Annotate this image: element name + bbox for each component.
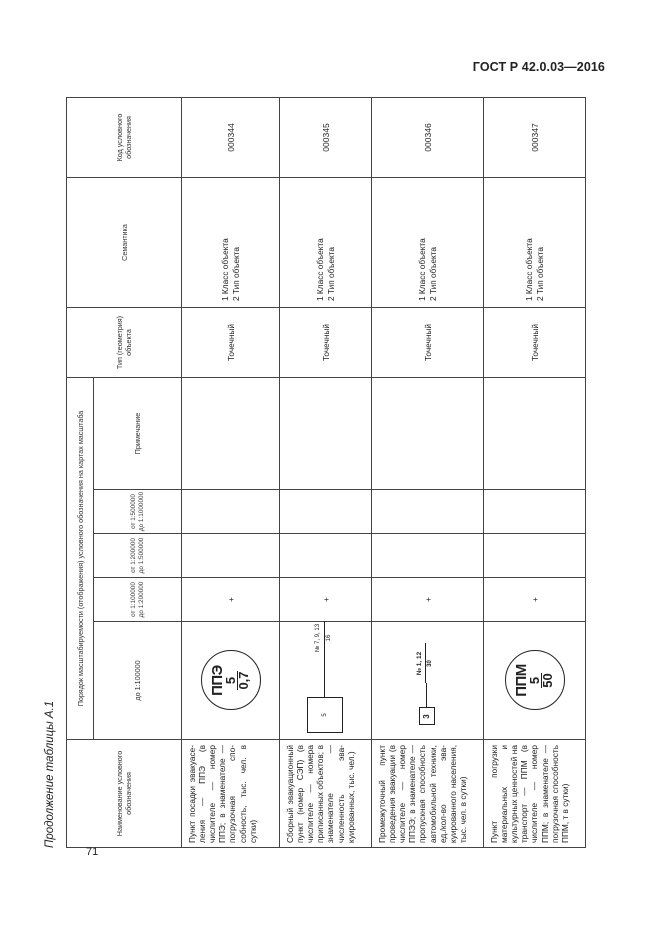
- symbol-cell: [372, 622, 484, 740]
- col-code-header: Код условного обозначения: [67, 98, 182, 178]
- col-geom-header: Тип (геометрия) объекта: [67, 308, 182, 378]
- code-cell: 000346: [372, 98, 484, 178]
- ppee-symbol-icon: 3 № 1, 12 30: [408, 626, 448, 736]
- scale2-mark: +: [182, 578, 280, 622]
- row-name: Сборный эвакуационный пункт (номер СЭП) (в числителе — номера приписанных объектов; в знаменателе — численность эвакуированных, тыс. чел.): [280, 740, 372, 848]
- sem-cell: 1 Класс объекта 2 Тип объекта: [182, 178, 280, 308]
- code-cell: 000344: [182, 98, 280, 178]
- rotated-table-block: [44, 98, 574, 848]
- scale4-cell: [182, 490, 280, 534]
- col-name-header: Наименование условного обозначения: [67, 740, 182, 848]
- col-scale2-header: от 1:100000 до 1:200000: [94, 578, 182, 622]
- page-number: 71: [86, 846, 99, 858]
- standard-header: ГОСТ Р 42.0.03—2016: [472, 60, 605, 74]
- table-row: [484, 98, 586, 848]
- scale3-cell: [372, 534, 484, 578]
- geom-cell: Точечный: [484, 308, 586, 378]
- table-row: [372, 98, 484, 848]
- scale3-cell: [484, 534, 586, 578]
- col-scale4-header: от 1:500000 до 1:1000000: [94, 490, 182, 534]
- table-caption: Продолжение таблицы А.1: [44, 700, 56, 848]
- sem-cell: 1 Класс объекта 2 Тип объекта: [484, 178, 586, 308]
- code-cell: 000347: [484, 98, 586, 178]
- col-scale1-header: до 1:100000: [94, 622, 182, 740]
- code-cell: 000345: [280, 98, 372, 178]
- scale2-mark: +: [484, 578, 586, 622]
- row-name: Промежуточный пункт проведения эвакуации (в числителе — номер ППЭЭ; в знаменателе — пропускная способность автомобильной техники, ед./кол-во эвакуированного населения, тыс. чел. в сутки): [372, 740, 484, 848]
- geom-cell: Точечный: [372, 308, 484, 378]
- col-note-header: Примечание: [94, 378, 182, 490]
- note-cell: [372, 378, 484, 490]
- geom-cell: Точечный: [280, 308, 372, 378]
- ppm-symbol-icon: ППМ 5 50: [505, 651, 565, 711]
- col-scale3-header: от 1:200000 до 1:500000: [94, 534, 182, 578]
- row-name: Пункт посадки эвакуаселения — ППЭ (в числителе — номер ППЭ; в знаменателе — погрузочная способность, тыс. чел. в сутки): [182, 740, 280, 848]
- symbol-cell: [182, 622, 280, 740]
- note-cell: [182, 378, 280, 490]
- scale2-mark: +: [372, 578, 484, 622]
- symbol-cell: [280, 622, 372, 740]
- row-name: Пункт погрузки материальных и культурных ценностей на транспорт — ППМ (в числителе — номер ППМ; в знаменателе — погрузочная способность ППМ, т в сутки): [484, 740, 586, 848]
- note-cell: [280, 378, 372, 490]
- geom-cell: Точечный: [182, 308, 280, 378]
- note-cell: [484, 378, 586, 490]
- scale4-cell: [372, 490, 484, 534]
- scale2-mark: +: [280, 578, 372, 622]
- scale3-cell: [182, 534, 280, 578]
- scale4-cell: [484, 490, 586, 534]
- scale3-cell: [280, 534, 372, 578]
- col-sem-header: Семантика: [67, 178, 182, 308]
- symbols-table: [66, 97, 586, 848]
- sep-symbol-icon: 5 № 7, 9, 13 16: [302, 619, 350, 739]
- ppe-symbol-icon: ППЭ 5 0,7: [201, 651, 261, 711]
- scale4-cell: [280, 490, 372, 534]
- sem-cell: 1 Класс объекта 2 Тип объекта: [372, 178, 484, 308]
- symbol-cell: [484, 622, 586, 740]
- table-row: [182, 98, 280, 848]
- col-scale-group-header: Порядок масштабируемости (отображения) условного обозначения на картах масштаба: [67, 378, 94, 740]
- table-row: [280, 98, 372, 848]
- sem-cell: 1 Класс объекта 2 Тип объекта: [280, 178, 372, 308]
